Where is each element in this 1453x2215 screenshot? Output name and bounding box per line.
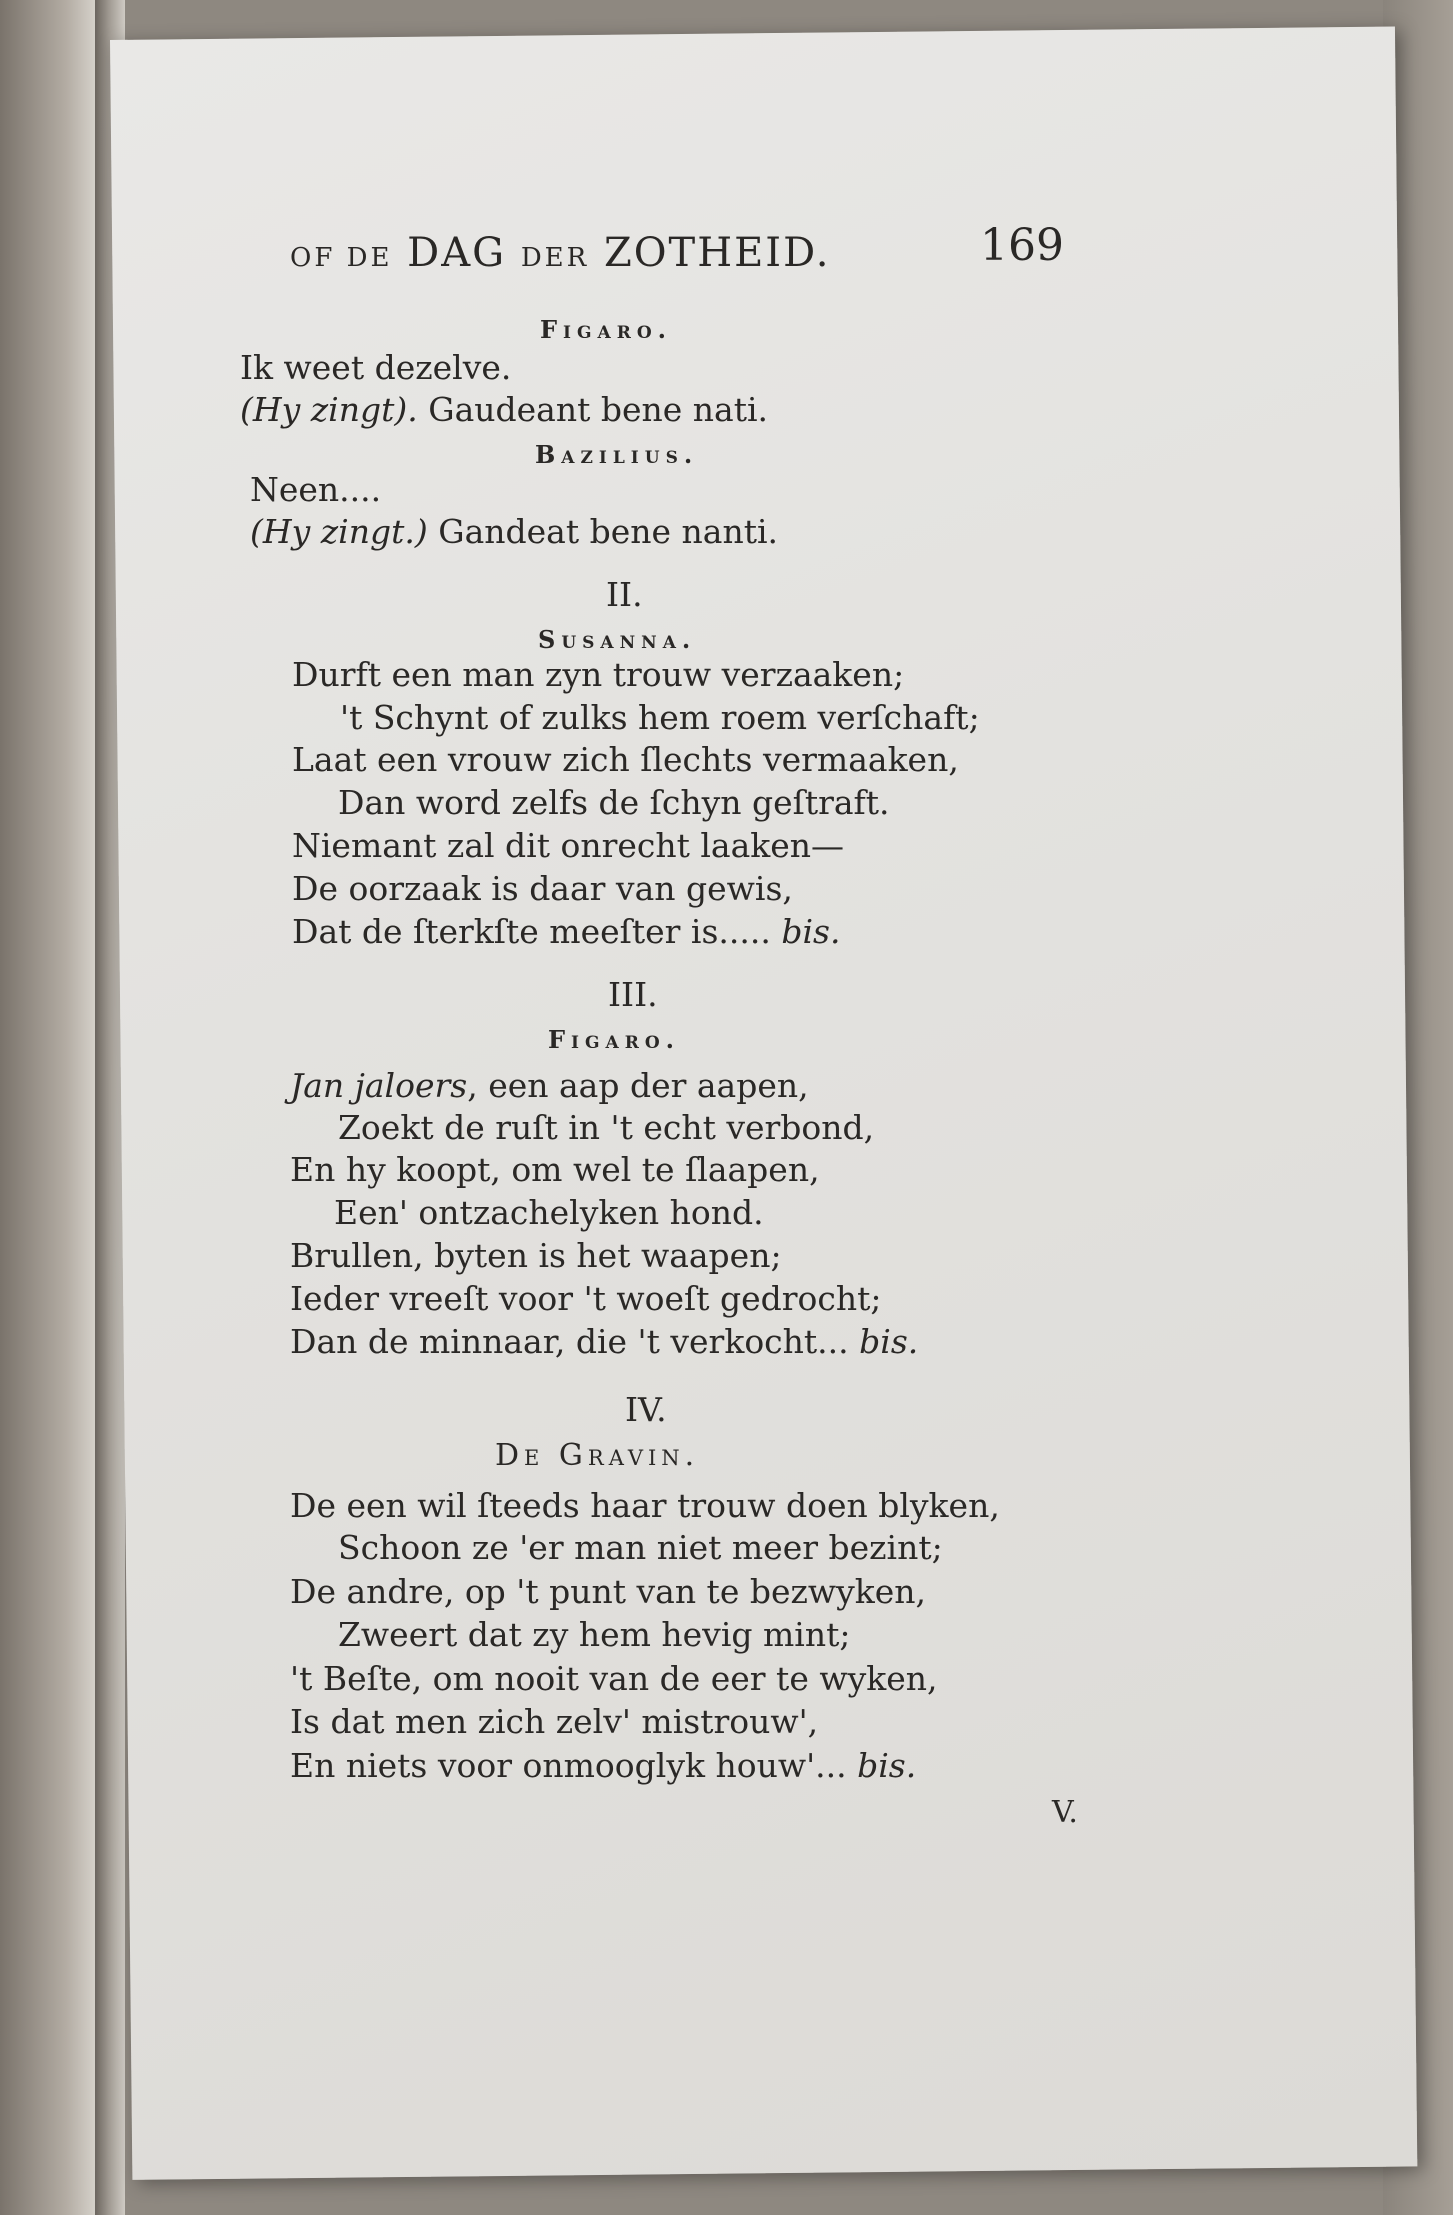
verse-text: En niets voor onmooglyk houw'... (290, 1746, 847, 1785)
bis-mark: bis. (859, 1322, 919, 1361)
speaker-figaro-2: Figaro. (548, 1025, 680, 1054)
verse-line (290, 1066, 809, 1106)
verse-line: 't Schynt of zulks hem roem verſchaft; (340, 698, 980, 737)
running-title (290, 230, 830, 276)
verse-line: De een wil ſteeds haar trouw doen blyken, (290, 1486, 1000, 1525)
speaker-figaro-1: Figaro. (540, 315, 672, 344)
stanza-numeral-2: II. (606, 575, 643, 614)
verse-text: , een aap der aapen, (467, 1066, 809, 1105)
dialogue-line (240, 390, 768, 430)
verse-line: Ieder vreeſt voor 't woeſt gedrocht; (290, 1279, 882, 1318)
verse-line (290, 1322, 918, 1362)
verse-line: Niemant zal dit onrecht laaken— (292, 826, 845, 865)
verse-line: Zweert dat zy hem hevig mint; (338, 1615, 851, 1654)
verse-line: Dan word zelfs de ſchyn geſtraft. (338, 783, 890, 822)
title-main: DAG (407, 230, 507, 276)
stanza-numeral-4: IV. (625, 1390, 667, 1429)
speaker-de-gravin: De Gravin. (495, 1438, 700, 1473)
dialogue-line: Ik weet dezelve. (240, 348, 512, 387)
verse-line: Durft een man zyn trouw verzaaken; (292, 655, 905, 694)
verse-line (292, 912, 840, 952)
verse-line: De oorzaak is daar van gewis, (292, 869, 793, 908)
verse-line: Brullen, byten is het waapen; (290, 1236, 782, 1275)
sung-text: Gaudeant bene nati. (428, 390, 769, 429)
verse-line (290, 1746, 916, 1786)
running-header (290, 220, 1110, 290)
sung-text: Gandeat bene nanti. (438, 512, 779, 551)
title-mid: DER (520, 243, 590, 273)
verse-text: Dan de minnaar, die 't verkocht... (290, 1322, 849, 1361)
bis-mark: bis. (857, 1746, 917, 1785)
verse-line: Laat een vrouw zich ſlechts vermaaken, (292, 740, 959, 779)
stage-direction: (Hy zingt). (240, 390, 418, 429)
dialogue-line (250, 512, 778, 552)
title-prefix: OF DE (290, 243, 393, 273)
verse-line: Een' ontzachelyken hond. (334, 1193, 764, 1232)
verse-line: En hy koopt, om wel te ſlaapen, (290, 1150, 820, 1189)
verse-line: 't Beſte, om nooit van de eer te wyken, (290, 1659, 938, 1698)
verse-line: De andre, op 't punt van te bezwyken, (290, 1572, 927, 1611)
page-number: 169 (980, 220, 1064, 271)
verse-line: Schoon ze 'er man niet meer bezint; (338, 1528, 943, 1567)
verse-italic-name: Jan jaloers (290, 1066, 468, 1105)
speaker-susanna: Susanna. (538, 625, 697, 654)
verse-line: Is dat men zich zelv' mistrouw', (290, 1702, 819, 1741)
title-end: ZOTHEID. (603, 230, 831, 276)
verse-line: Zoekt de ruſt in 't echt verbond, (338, 1108, 875, 1147)
stanza-numeral-3: III. (608, 975, 658, 1014)
dialogue-line: Neen.... (250, 470, 382, 509)
catchword: V. (1052, 1795, 1078, 1830)
bis-mark: bis. (781, 912, 841, 951)
speaker-bazilius: Bazilius. (535, 440, 699, 469)
verse-text: Dat de ſterkſte meeſter is..... (292, 912, 771, 951)
stage-direction: (Hy zingt.) (250, 512, 428, 551)
